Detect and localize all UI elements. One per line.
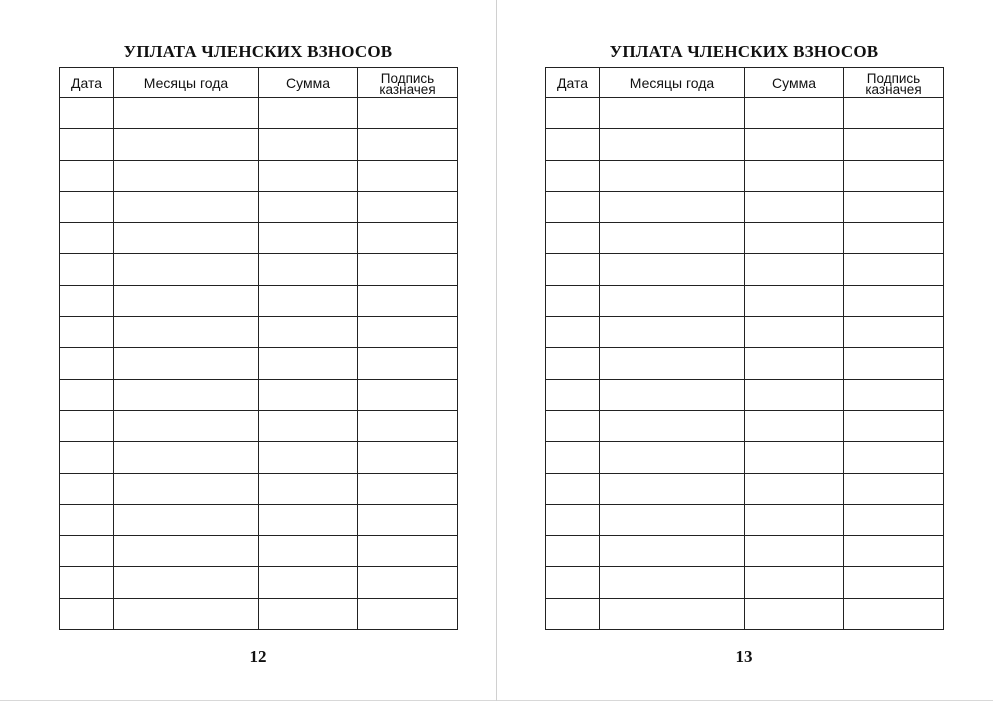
months-cell[interactable] [114,98,259,129]
signature-cell[interactable] [358,191,458,222]
signature-cell[interactable] [844,317,944,348]
table-row [546,129,944,160]
sum-cell[interactable] [745,442,844,473]
sum-cell[interactable] [745,285,844,316]
table-row [546,98,944,129]
signature-cell[interactable] [358,473,458,504]
months-cell[interactable] [600,442,745,473]
months-cell[interactable] [114,191,259,222]
date-cell[interactable] [546,442,600,473]
table-row [60,317,458,348]
date-cell[interactable] [60,473,114,504]
date-cell[interactable] [60,285,114,316]
months-cell[interactable] [600,129,745,160]
sum-cell[interactable] [745,317,844,348]
table-row [546,348,944,379]
table-row [60,473,458,504]
date-cell[interactable] [60,254,114,285]
months-cell[interactable] [114,317,259,348]
months-cell[interactable] [114,442,259,473]
table-row [60,379,458,410]
sum-cell[interactable] [259,317,358,348]
table-row [60,504,458,535]
date-cell[interactable] [546,348,600,379]
signature-cell[interactable] [358,442,458,473]
sum-cell[interactable] [259,191,358,222]
months-cell[interactable] [114,223,259,254]
date-cell[interactable] [546,473,600,504]
column-header-date: Дата [546,68,600,98]
column-header-months: Месяцы года [600,68,745,98]
sum-cell[interactable] [259,98,358,129]
signature-cell[interactable] [358,254,458,285]
months-cell[interactable] [600,98,745,129]
date-cell[interactable] [60,567,114,598]
signature-cell[interactable] [844,191,944,222]
months-cell[interactable] [114,285,259,316]
column-header-months: Месяцы года [114,68,259,98]
sum-cell[interactable] [259,223,358,254]
date-cell[interactable] [546,379,600,410]
date-cell[interactable] [546,254,600,285]
months-cell[interactable] [600,410,745,441]
months-cell[interactable] [600,567,745,598]
page-title: УПЛАТА ЧЛЕНСКИХ ВЗНОСОВ [609,42,879,61]
months-cell[interactable] [600,223,745,254]
table-row [60,223,458,254]
months-cell[interactable] [114,567,259,598]
months-cell[interactable] [600,348,745,379]
table-row [546,317,944,348]
sum-cell[interactable] [259,504,358,535]
months-cell[interactable] [114,160,259,191]
table-row [60,598,458,629]
table-row [60,191,458,222]
table-row [60,536,458,567]
signature-cell[interactable] [358,160,458,191]
date-cell[interactable] [60,348,114,379]
table-row [60,410,458,441]
table-row [546,160,944,191]
table-row [546,379,944,410]
sum-cell[interactable] [259,567,358,598]
months-cell[interactable] [600,379,745,410]
signature-cell[interactable] [844,285,944,316]
date-cell[interactable] [546,410,600,441]
table-row [546,223,944,254]
signature-cell[interactable] [844,129,944,160]
signature-cell[interactable] [844,442,944,473]
table-row [546,567,944,598]
sum-cell[interactable] [745,410,844,441]
months-cell[interactable] [600,598,745,629]
table-row [546,442,944,473]
signature-cell[interactable] [358,348,458,379]
date-cell[interactable] [546,598,600,629]
sum-cell[interactable] [745,473,844,504]
months-cell[interactable] [600,473,745,504]
left-page [0,0,496,701]
sum-cell[interactable] [745,254,844,285]
table-row [60,348,458,379]
signature-cell[interactable] [358,317,458,348]
page-title: УПЛАТА ЧЛЕНСКИХ ВЗНОСОВ [123,42,393,61]
months-cell[interactable] [114,536,259,567]
table-row [546,473,944,504]
sum-cell[interactable] [745,567,844,598]
sum-cell[interactable] [745,348,844,379]
table-row [546,504,944,535]
date-cell[interactable] [60,98,114,129]
signature-cell[interactable] [358,223,458,254]
months-cell[interactable] [600,504,745,535]
date-cell[interactable] [60,598,114,629]
date-cell[interactable] [546,536,600,567]
signature-cell[interactable] [358,379,458,410]
months-cell[interactable] [114,410,259,441]
months-cell[interactable] [600,191,745,222]
signature-cell[interactable] [844,473,944,504]
date-cell[interactable] [546,98,600,129]
table-row [60,567,458,598]
date-cell[interactable] [546,160,600,191]
signature-cell[interactable] [358,98,458,129]
sum-cell[interactable] [259,285,358,316]
date-cell[interactable] [546,504,600,535]
signature-cell[interactable] [358,129,458,160]
signature-cell[interactable] [844,410,944,441]
signature-cell[interactable] [844,598,944,629]
sum-cell[interactable] [745,379,844,410]
signature-cell[interactable] [358,285,458,316]
date-cell[interactable] [60,442,114,473]
date-cell[interactable] [546,317,600,348]
months-cell[interactable] [600,317,745,348]
table-header-row [546,68,944,98]
months-cell[interactable] [114,598,259,629]
table-row [60,442,458,473]
date-cell[interactable] [546,285,600,316]
table-row [546,254,944,285]
table-row [60,129,458,160]
signature-cell[interactable] [844,254,944,285]
signature-header-line1: Подпись [866,71,921,86]
sum-cell[interactable] [259,379,358,410]
signature-header-line2: казначея [379,82,436,97]
months-cell[interactable] [114,379,259,410]
sum-cell[interactable] [259,129,358,160]
right-page [497,0,993,701]
sum-cell[interactable] [259,442,358,473]
signature-cell[interactable] [358,536,458,567]
sum-cell[interactable] [745,223,844,254]
page-number: 12 [249,647,267,666]
months-cell[interactable] [600,254,745,285]
sum-cell[interactable] [259,348,358,379]
date-cell[interactable] [60,129,114,160]
date-cell[interactable] [546,129,600,160]
page-number: 13 [735,647,753,666]
sum-cell[interactable] [259,473,358,504]
signature-header-line2: казначея [865,82,922,97]
sum-cell[interactable] [259,598,358,629]
date-cell[interactable] [546,223,600,254]
sum-cell[interactable] [259,410,358,441]
months-cell[interactable] [114,473,259,504]
months-cell[interactable] [114,348,259,379]
date-cell[interactable] [60,504,114,535]
table-row [546,285,944,316]
signature-cell[interactable] [358,504,458,535]
signature-cell[interactable] [844,379,944,410]
date-cell[interactable] [60,317,114,348]
column-header-signature [844,68,944,98]
months-cell[interactable] [600,285,745,316]
table-row [546,536,944,567]
sum-cell[interactable] [259,254,358,285]
date-cell[interactable] [60,536,114,567]
sum-cell[interactable] [745,504,844,535]
sum-cell[interactable] [745,598,844,629]
signature-cell[interactable] [358,598,458,629]
table-row [60,285,458,316]
signature-cell[interactable] [358,567,458,598]
table-row [60,98,458,129]
date-cell[interactable] [60,223,114,254]
column-header-date: Дата [60,68,114,98]
dues-table [59,67,458,630]
months-cell[interactable] [114,254,259,285]
table-header-row [60,68,458,98]
column-header-signature [358,68,458,98]
dues-table [545,67,944,630]
date-cell[interactable] [60,410,114,441]
column-header-sum: Сумма [745,68,844,98]
sum-cell[interactable] [259,160,358,191]
signature-cell[interactable] [844,504,944,535]
sum-cell[interactable] [745,191,844,222]
signature-cell[interactable] [844,348,944,379]
sum-cell[interactable] [745,536,844,567]
sum-cell[interactable] [259,536,358,567]
months-cell[interactable] [114,129,259,160]
signature-cell[interactable] [358,410,458,441]
table-row [546,191,944,222]
signature-cell[interactable] [844,160,944,191]
signature-cell[interactable] [844,223,944,254]
sum-cell[interactable] [745,98,844,129]
months-cell[interactable] [600,536,745,567]
date-cell[interactable] [60,191,114,222]
sum-cell[interactable] [745,160,844,191]
table-row [546,598,944,629]
column-header-sum: Сумма [259,68,358,98]
signature-cell[interactable] [844,536,944,567]
date-cell[interactable] [60,160,114,191]
signature-header-line1: Подпись [380,71,435,86]
months-cell[interactable] [600,160,745,191]
table-row [546,410,944,441]
sum-cell[interactable] [745,129,844,160]
date-cell[interactable] [546,191,600,222]
table-row [60,160,458,191]
date-cell[interactable] [60,379,114,410]
signature-cell[interactable] [844,98,944,129]
months-cell[interactable] [114,504,259,535]
table-row [60,254,458,285]
signature-cell[interactable] [844,567,944,598]
date-cell[interactable] [546,567,600,598]
